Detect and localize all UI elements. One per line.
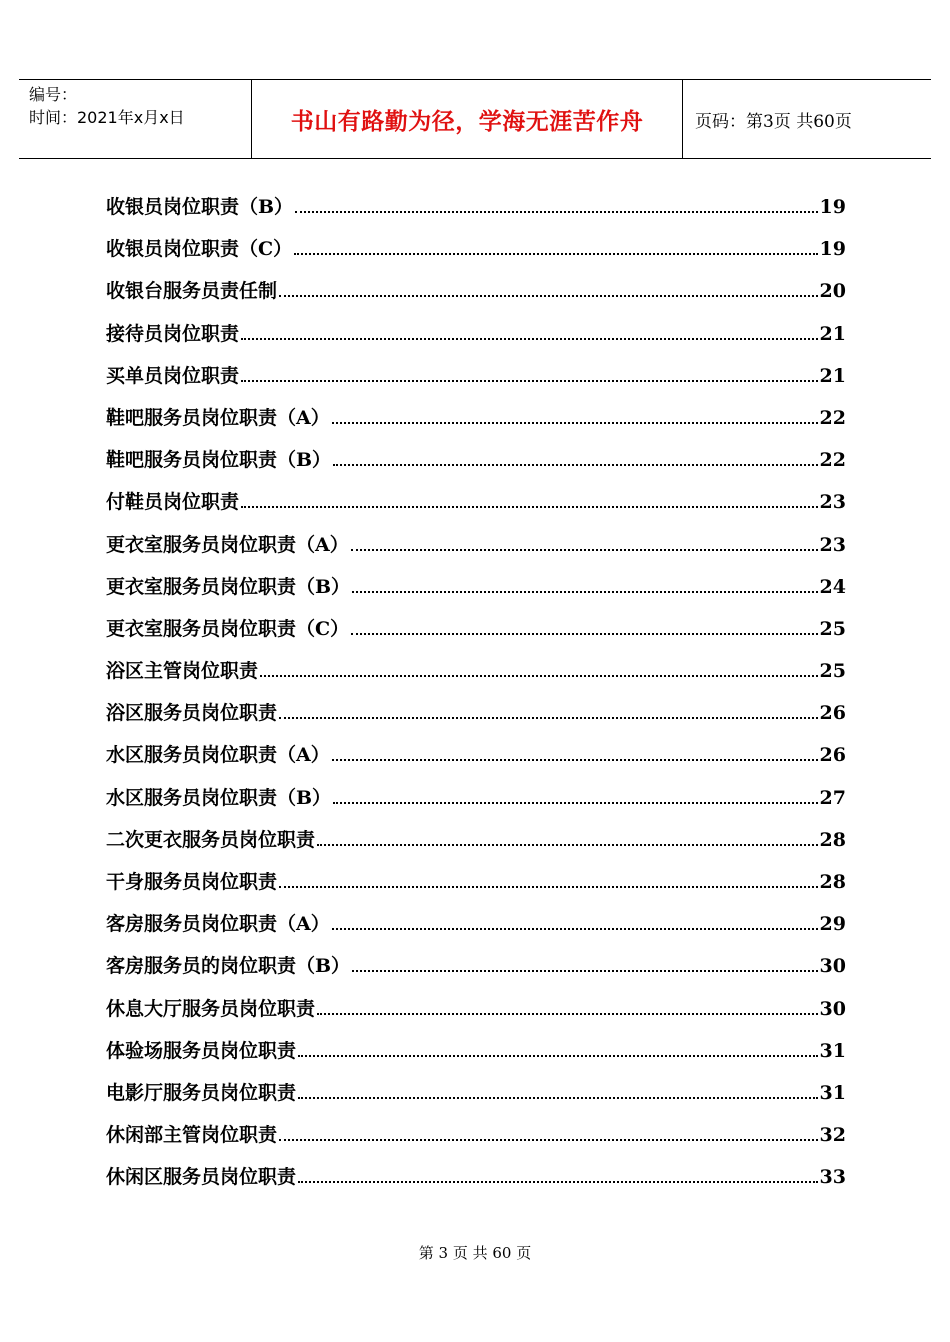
toc-leader-dots <box>241 379 818 382</box>
toc-entry-page: 30 <box>819 955 846 978</box>
toc-leader-dots <box>333 801 817 804</box>
toc-leader-dots <box>332 421 818 424</box>
toc-entry[interactable] <box>106 445 846 487</box>
header-meta <box>19 80 251 158</box>
toc-entry-page: 23 <box>819 491 846 514</box>
toc-entry[interactable] <box>106 867 846 909</box>
toc-entry[interactable] <box>106 909 846 951</box>
toc-entry[interactable] <box>106 192 846 234</box>
toc-entry-page: 24 <box>819 575 846 598</box>
toc-leader-dots <box>279 1138 818 1141</box>
toc-entry-title: 收银员岗位职责（B） <box>106 196 294 218</box>
toc-leader-dots <box>317 1012 818 1015</box>
toc-entry-title: 浴区主管岗位职责 <box>106 660 259 683</box>
toc-entry-page: 19 <box>819 196 846 218</box>
document-time-label: 时间：2021年x月x日 <box>29 108 185 127</box>
toc-entry-page: 20 <box>819 280 846 303</box>
toc-leader-dots <box>298 1054 818 1057</box>
toc-leader-dots <box>241 505 818 508</box>
toc-entry-title: 干身服务员岗位职责 <box>106 871 278 893</box>
toc-leader-dots <box>333 463 817 466</box>
toc-leader-dots <box>294 252 817 255</box>
toc-leader-dots <box>241 337 818 340</box>
toc-entry[interactable] <box>106 403 846 445</box>
toc-entry[interactable] <box>106 783 846 825</box>
toc-entry-page: 25 <box>819 660 846 683</box>
toc-entry[interactable] <box>106 1162 846 1204</box>
toc-entry[interactable] <box>106 1036 846 1078</box>
toc-leader-dots <box>351 632 817 635</box>
toc-entry[interactable] <box>106 656 846 698</box>
toc-entry-page: 30 <box>819 997 846 1020</box>
toc-entry[interactable] <box>106 530 846 572</box>
toc-entry-title: 更衣室服务员岗位职责（B） <box>106 575 351 598</box>
table-of-contents <box>106 192 846 1205</box>
toc-entry-page: 28 <box>819 828 846 851</box>
toc-entry-title: 电影厅服务员岗位职责 <box>106 1081 297 1104</box>
toc-entry-title: 客房服务员的岗位职责（B） <box>106 955 351 978</box>
toc-entry-page: 33 <box>819 1166 846 1189</box>
toc-entry-page: 31 <box>819 1039 846 1062</box>
toc-entry-title: 买单员岗位职责 <box>106 364 240 387</box>
toc-entry[interactable] <box>106 276 846 318</box>
toc-leader-dots <box>332 758 818 761</box>
toc-entry[interactable] <box>106 319 846 361</box>
toc-entry-page: 22 <box>819 449 846 472</box>
toc-entry-title: 休息大厅服务员岗位职责 <box>106 997 316 1020</box>
toc-entry[interactable] <box>106 572 846 614</box>
toc-leader-dots <box>295 210 817 213</box>
toc-entry-title: 付鞋员岗位职责 <box>106 491 240 514</box>
document-number-label: 编号： <box>29 85 78 104</box>
page-footer: 第 3 页 共 60 页 <box>418 1244 532 1262</box>
toc-entry-title: 客房服务员岗位职责（A） <box>106 913 330 936</box>
toc-entry-title: 接待员岗位职责 <box>106 322 240 345</box>
toc-entry-page: 28 <box>819 871 846 893</box>
toc-entry-page: 31 <box>819 1081 846 1104</box>
toc-entry-title: 收银员岗位职责（C） <box>106 238 293 261</box>
toc-entry-page: 32 <box>819 1124 846 1147</box>
toc-entry[interactable] <box>106 361 846 403</box>
toc-entry-title: 鞋吧服务员岗位职责（A） <box>106 406 330 429</box>
toc-entry[interactable] <box>106 1120 846 1162</box>
toc-leader-dots <box>352 969 817 972</box>
header-motto: 书山有路勤为径，学海无涯苦作舟 <box>251 80 683 158</box>
toc-leader-dots <box>317 843 818 846</box>
toc-entry[interactable] <box>106 1078 846 1120</box>
toc-entry[interactable] <box>106 698 846 740</box>
toc-entry-title: 更衣室服务员岗位职责（C） <box>106 617 350 640</box>
toc-entry-title: 鞋吧服务员岗位职责（B） <box>106 449 332 472</box>
toc-entry[interactable] <box>106 740 846 782</box>
toc-leader-dots <box>332 927 818 930</box>
toc-entry[interactable] <box>106 234 846 276</box>
toc-entry[interactable] <box>106 614 846 656</box>
toc-leader-dots <box>260 674 818 677</box>
toc-entry[interactable] <box>106 951 846 993</box>
toc-entry-page: 21 <box>819 364 846 387</box>
toc-leader-dots <box>279 885 818 888</box>
toc-leader-dots <box>279 294 818 297</box>
toc-entry-page: 23 <box>819 533 846 556</box>
toc-entry-title: 休闲部主管岗位职责 <box>106 1124 278 1147</box>
toc-leader-dots <box>352 590 817 593</box>
toc-entry-page: 19 <box>819 238 846 261</box>
toc-leader-dots <box>351 548 818 551</box>
toc-entry[interactable] <box>106 994 846 1036</box>
header-page-info: 页码：第3页 共60页 <box>695 111 852 132</box>
page-header <box>19 79 931 159</box>
toc-entry-title: 浴区服务员岗位职责 <box>106 702 278 725</box>
toc-entry-title: 水区服务员岗位职责（A） <box>106 744 330 767</box>
toc-leader-dots <box>298 1180 818 1183</box>
toc-entry-page: 21 <box>819 322 846 345</box>
toc-entry-page: 29 <box>819 913 846 936</box>
toc-entry-title: 休闲区服务员岗位职责 <box>106 1166 297 1189</box>
toc-leader-dots <box>279 716 818 719</box>
toc-entry-title: 水区服务员岗位职责（B） <box>106 786 332 809</box>
toc-leader-dots <box>298 1096 818 1099</box>
toc-entry-page: 26 <box>819 702 846 725</box>
toc-entry-page: 22 <box>819 406 846 429</box>
toc-entry[interactable] <box>106 825 846 867</box>
toc-entry-title: 二次更衣服务员岗位职责 <box>106 828 316 851</box>
toc-entry-title: 收银台服务员责任制 <box>106 280 278 303</box>
toc-entry-title: 体验场服务员岗位职责 <box>106 1039 297 1062</box>
toc-entry[interactable] <box>106 487 846 529</box>
toc-entry-page: 25 <box>819 617 846 640</box>
toc-entry-page: 27 <box>819 786 846 809</box>
toc-entry-page: 26 <box>819 744 846 767</box>
toc-entry-title: 更衣室服务员岗位职责（A） <box>106 533 349 556</box>
